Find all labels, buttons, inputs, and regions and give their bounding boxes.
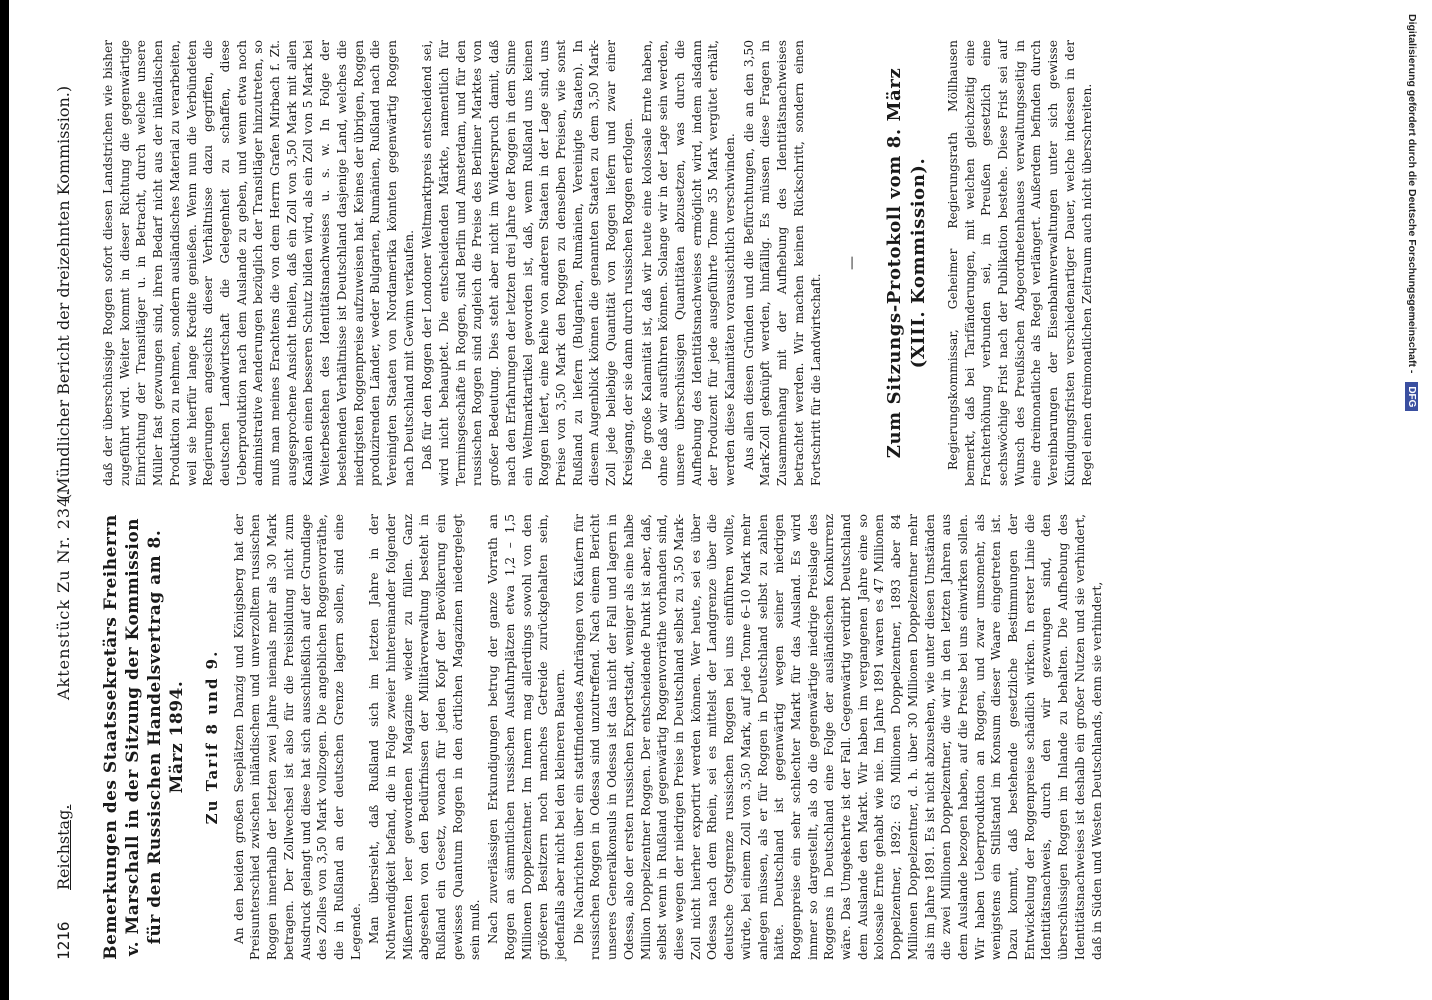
paragraph: Die Nachrichten über ein stattfindendes Andrängen von Käufern für russischen Roggen in Odessa sind unzutreffend. Nach einem Bericht unseres Generalkonsuls in Odessa ist das nicht der Fall und lagern in Odessa, also der ersten russischen Exportstadt, weniger als eine halbe Million Doppelzentner Roggen. Der entscheidende Punkt ist aber, daß, selbst wenn in Rußland gegenwärtig Roggenvorräthe vorhanden sind, diese wegen der niedrigen Preise in Deutschland selbst zu 3,50 Mark-Zoll nicht hierher exportirt werden können. Wer heute, sei es über Odessa nach dem Rhein, sei es mittelst der Landgrenze über die deutsche Ostgrenze russischen Roggen bei uns einführen wollte, würde, bei einem Zoll von 3,50 Mark, auf jede Tonne 6–10 Mark mehr anlegen müssen, als er für Roggen in Deutschland selbst zu zahlen hätte. Deutschland ist gegenwärtig wegen seiner niedrigen Roggenpreise ein sehr schlechter Markt für das Ausland. Es wird immer so dargestellt, als ob die gegenwärtige niedrige Preislage des Roggens in Deutschland eine Folge der ausländischen Konkurrenz wäre. Das Umgekehrte ist der Fall. Gegenwärtig verdirbt Deutschland dem Auslande den Markt. Wir haben im vergangenen Jahre eine so kolossale Ernte gehabt wie nie. Im Jahre 1891 waren es 47 Millionen Doppelzentner, 1892: 63 Millionen Doppelzentner, 1893 aber 84 Millionen Doppelzentner, d. h. über 30 Millionen Doppelzentner mehr als im Jahre 1891. Es ist nicht abzusehen, wie unter diesen Umständen die zwei Millionen Doppelzentner, die wir in den letzten Jahren aus dem Auslande bezogen haben, auf die Preise bei uns einwirken sollen. Wir haben Ueberproduktion an Roggen, und zwar umsomehr, als wenigstens ein Stillstand im Konsum dieser Waare eingetreten ist. Dazu kommt, daß bestehende gesetzliche Bestimmungen der Entwickelung der Roggenpreise schädlich wirken. In erster Linie die Identitätsnachweis, durch den wir gezwungen sind, den überschüssigen Roggen im Inlande zu behalten. Die Aufhebung des Identitätsnachweises ist deshalb ein großer Nutzen und sie verhindert, daß in Süden und Westen Deutschlands, denn sie verhindert, bbox=[571, 514, 1104, 960]
section-title: Bemerkungen des Staatssekretärs Freiherrn v. Marschall in der Sitzung der Kommission für den Russischen Handelsvertrag am 8. März 1894. bbox=[101, 514, 187, 960]
credit-text-line bbox=[1396, 14, 1418, 994]
paragraph: Nach zuverlässigen Erkundigungen betrug der ganze Vorrath an Roggen an sämmtlichen russischen Ausfuhrplätzen etwa 1,2 – 1,5 Millionen Doppelzentner. Im Innern mag allerdings sowohl von den größeren Besitzern noch manches Getreide zurückgehalten sein, jedenfalls aber nicht bei den kleineren Bauern. bbox=[486, 514, 568, 960]
section-subtitle: Zu Tarif 8 und 9. bbox=[203, 649, 221, 825]
section-divider: — bbox=[844, 256, 861, 270]
paragraph: Die große Kalamität ist, daß wir heute eine kolossale Ernte haben, ohne daß wir ausführen können. Solange wir in der Lage sein werden, unsere überschüssigen Quantitäten abzusetzen, was durch die Aufhebung des Identitätsnachweises ermöglicht wird, indem alsdann der Produzent für jede ausgeführte Tonne 35 Mark vergütet erhält, werden diese Kalamitäten voraussichtlich verschwinden. bbox=[639, 40, 738, 486]
paragraph: daß der überschüssige Roggen sofort diesen Landstrichen wie bisher zugeführt wird. Weiter kommt in dieser Richtung die gegenwärtige Einrichtung der Transitläger u. in Betracht, durch welche unsere Müller fast gezwungen sind, ihren Bedarf nicht aus der inländischen Produktion zu nehmen, sondern ausländisches Material zu verarbeiten, weil sie hierfür lange Kredite genießen. Wenn nun die Verbündeten Regierungen angesichts dieser Verhältnisse dazu gegriffen, die deutschen Landwirtschaft die Gelegenheit zu schaffen, diese Ueberproduktion nach dem Auslande zu geben, und wenn etwa noch administrative Aenderungen bezüglich der Transitläger hinzutreten, so muß man meines Erachtens die von dem Herrn Grafen Mirbach f. Zt. ausgesprochene Ansicht theilen, daß ein Zoll von 3,50 Mark mit allen Kanälen einen besseren Schutz bilden wird, als ein Zoll von 5 Mark bei Weiterbestehen des Identitätsnachweises u. s. w. In Folge der bestehenden Verhältnisse ist Deutschland dasjenige Land, welches die niedrigsten Roggenpreise aufzuweisen hat. Keines der übrigen, Roggen produzirenden Länder, weder Bulgarien, Rumänien, Rußland nach die Vereinigten Staaten von Nordamerika könnten gegenwärtig Roggen nach Deutschland mit Gewinn verkaufen. bbox=[101, 40, 416, 486]
paragraph: Daß für den Roggen der Londoner Weltmarktpreis entscheidend sei, wird nicht behauptet. Die entscheidenden Märkte, namentlich für Terminsgeschäfte in Roggen, sind Berlin und Amsterdam, und für den russischen Roggen sind zugleich die Preise des Berliner Marktes von großer Bedeutung. Dies steht aber nicht im Widerspruch damit, daß nach den Erfahrungen der letzten drei Jahre der Roggen in dem Sinne ein Weltmarktartikel geworden ist, daß, wenn Rußland uns keinen Roggen liefert, eine Reihe von anderen Staaten in der Lage sind, uns Preise von 3,50 Mark den Roggen zu denselben Preisen, wie sonst Rußland zu liefern (Bulgarien, Rumänien, Vereinigte Staaten). In diesem Augenblick können die genannten Staaten zu dem 3,50 Mark-Zoll jede beliebige Quantität von Roggen liefern und zwar einer Kreisgang, der sie dann durch russischen Roggen erfolgen. bbox=[420, 40, 635, 486]
paragraph: Man übersieht, daß Rußland sich im letzten Jahre in der Nothwendigkeit befand, die in Folge zweier hintereinander folgender Mißernten leer gewordenen Magazine wieder zu füllen. Ganz abgesehen von den Bedürfnissen der Militärverwaltung besteht in Rußland ein Gesetz, wonach für jeden Kopf der Bevölkerung ein gewisses Quantum Roggen in den örtlichen Magazinen niedergelegt sein muß. bbox=[367, 514, 482, 960]
paragraph: Regierungskommissar, Geheimer Regierungsrath Möllhausen bemerkt, daß bei Tarifänderungen, mit welchen gleichzeitig eine Frachterhöhung verbunden sei, in Preußen gesetzlich eine sechswöchige Frist nach der Publikation bestehe. Diese Frist sei auf Wunsch des Preußischen Abgeordnetenhauses verwaltungsseitig in eine dreimonatliche als Regel verlängert. Außerdem befinden durch Vereinbarungen der Eisenbahnverwaltungen unter sich gewisse Kündigungsfristen verschiedenartiger Dauer, welche indessen in der Regel einen dreimonatlichen Zeitraum auch nicht überschreiten. bbox=[945, 40, 1094, 486]
header-bericht: (Mündlicher Bericht der dreizehnten Kommission.) bbox=[54, 85, 73, 500]
paragraph: An den beiden großen Seeplätzen Danzig und Königsberg hat der Preisunterschied zwischen inländischem und unverzolltem russischen Roggen innerhalb der letzten zwei Jahre niemals mehr als 30 Mark betragen. Der Zollwechsel ist also für die Preisbildung nicht zum Ausdruck gelangt und diese hat sich ausschließlich auf der Grundlage des Zolles von 3,50 Mark vollzogen. Die angeblichen Roggenvorräthe, die in Rußland an der deutschen Grenze lagern sollen, sind eine Legende. bbox=[231, 514, 363, 960]
paragraph: Aus allen diesen Gründen und die Befürchtungen, die an den 3,50 Mark-Zoll geknüpft werden, hinfällig. Es müssen diese Fragen in Zusammenhang mit der Aufhebung des Identitätsnachweises betrachtet werden. Wir machen keinen Rückschritt, sondern einen Fortschritt für die Landwirtschaft. bbox=[741, 40, 823, 486]
digitization-credit bbox=[1404, 0, 1432, 1000]
dfg-logo: DFG bbox=[1405, 382, 1418, 411]
page-number: 1216 bbox=[54, 921, 73, 960]
header-reichstag: Reichstag. bbox=[54, 804, 73, 890]
left-column bbox=[100, 514, 1107, 960]
scanned-page bbox=[10, 0, 1416, 1000]
scan-edge-strip bbox=[0, 0, 9, 1000]
protocol-title: Zum Sitzungs-Protokoll vom 8. März (XIII. Kommission). bbox=[883, 67, 929, 459]
right-column bbox=[100, 40, 1097, 486]
credit-text: Digitalisierung gefördert durch die Deutsche Forschungsgemeinschaft - bbox=[1406, 14, 1418, 374]
page-header bbox=[50, 30, 80, 960]
header-aktenstueck: Aktenstück Zu Nr. 234. bbox=[54, 489, 73, 700]
